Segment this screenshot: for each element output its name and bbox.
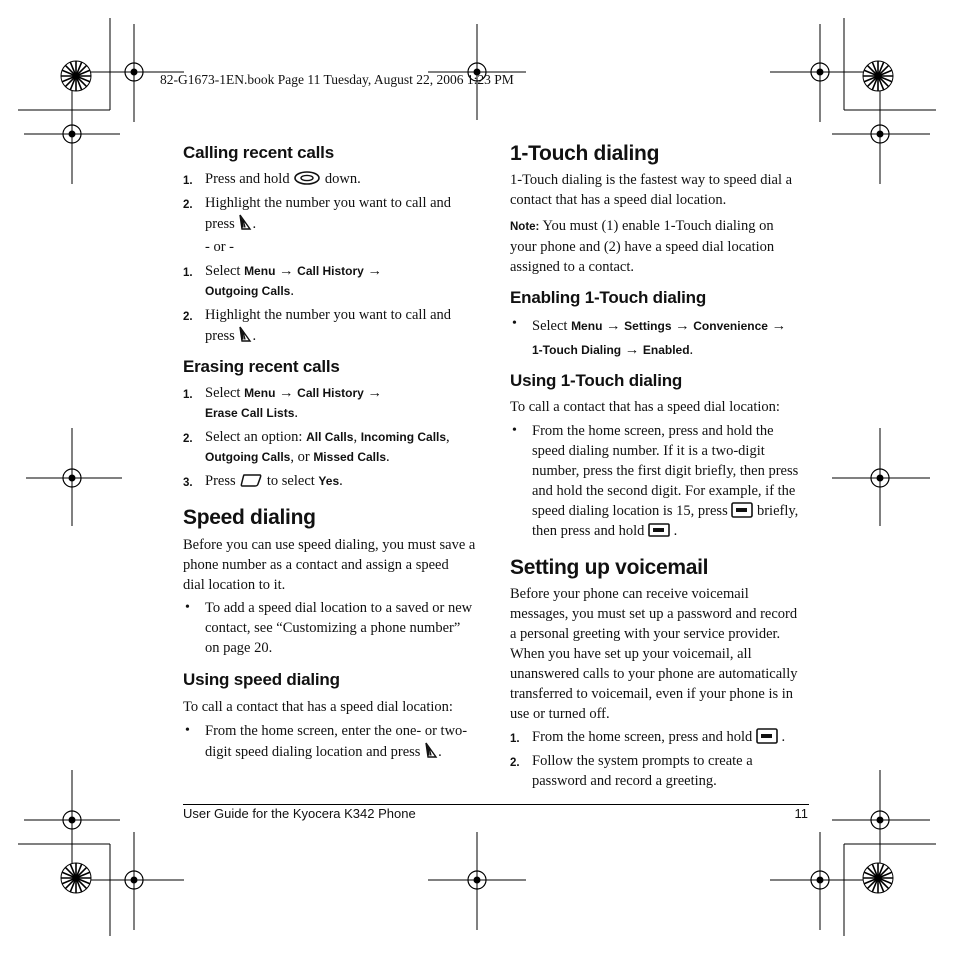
list-item [183, 261, 483, 301]
bullet-line: number, press the first digit briefly, then press [532, 463, 799, 479]
list-item [183, 427, 483, 467]
menu-keyword: Enabled [642, 343, 690, 357]
footer-title: User Guide for the Kyocera K342 Phone [183, 806, 416, 821]
arrow: → [279, 385, 294, 401]
punctuation: , [353, 429, 358, 445]
bullet-line: speed dialing number. If it is a two-digit [532, 443, 765, 459]
bullet: • [185, 600, 190, 615]
send-key-icon [238, 213, 252, 231]
punctuation: . [673, 523, 678, 539]
menu-keyword: Convenience [693, 319, 768, 333]
menu-keyword: Call History [297, 386, 364, 400]
menu-keyword: Yes [318, 474, 340, 488]
paragraph [183, 535, 483, 595]
step-number: 3. [183, 477, 193, 489]
bullet: • [512, 316, 517, 331]
arrow: → [367, 385, 382, 401]
punctuation: . [438, 744, 442, 760]
list-item [183, 721, 483, 762]
step-text: press [205, 216, 235, 232]
key-1-icon [731, 502, 753, 518]
bullet-line: digit speed dialing location and press [205, 744, 421, 760]
arrow: → [771, 318, 787, 334]
or-separator: - or - [205, 239, 234, 255]
paragraph [510, 170, 810, 210]
list-item [183, 169, 483, 189]
menu-keyword: Outgoing Calls [205, 284, 291, 298]
list-item [183, 383, 483, 423]
punctuation: . [294, 405, 299, 421]
paragraph-line: Before you can use speed dialing, you must save a [183, 537, 476, 553]
bullet: • [185, 723, 190, 738]
menu-keyword: 1-Touch Dialing [532, 343, 622, 357]
menu-keyword: Menu [244, 264, 276, 278]
punctuation: . [781, 729, 786, 745]
send-key-icon [424, 741, 438, 759]
paragraph-line: dial location to it. [183, 577, 286, 593]
arrow: → [279, 263, 294, 279]
list-item [183, 598, 483, 658]
list-item [183, 471, 483, 491]
bullet-line: and hold the second digit. For example, if the [532, 483, 796, 499]
paragraph [510, 584, 810, 724]
note-line: your phone and (2) have a speed dial location [510, 239, 775, 255]
step-number: 2. [183, 311, 193, 323]
key-1-icon [756, 728, 778, 744]
step-text: Select [205, 263, 241, 279]
paragraph-line: Before your phone can receive voicemail [510, 586, 749, 602]
bullet-line: on page 20. [205, 640, 273, 656]
step-text: down. [324, 171, 361, 187]
bullet-line: To add a speed dial location to a saved or new [205, 600, 473, 616]
section-title-speed-dialing: Speed dialing [183, 506, 316, 529]
paragraph-line: contact that has a speed dial location. [510, 192, 727, 208]
step-text: password and record a greeting. [532, 773, 717, 789]
list-item [510, 314, 810, 362]
menu-keyword: Missed Calls [313, 450, 387, 464]
step-number: 1. [183, 267, 193, 279]
menu-keyword: Call History [297, 264, 364, 278]
bullet-line: speed dialing location is 15, press [532, 503, 728, 519]
menu-keyword: All Calls [306, 430, 354, 444]
punctuation: . [689, 342, 694, 358]
menu-keyword: Incoming Calls [360, 430, 447, 444]
step-number: 1. [183, 389, 193, 401]
key-5-icon [648, 522, 670, 538]
paragraph: To call a contact that has a speed dial location: [183, 699, 453, 715]
list-item [183, 193, 483, 234]
note [510, 216, 810, 277]
paragraph-line: messages, you must set up a password and record [510, 606, 798, 622]
paragraph-line: transferred to voicemail, even if your phone is in [510, 686, 794, 702]
section-title-1-touch: 1-Touch dialing [510, 142, 660, 165]
bullet: • [512, 423, 517, 438]
step-text: to select [266, 473, 315, 489]
step-text: , or [290, 449, 310, 465]
list-item [183, 305, 483, 346]
paragraph-line: a personal greeting with your service provider. [510, 626, 781, 642]
paragraph-line: use or turned off. [510, 706, 610, 722]
note-line: assigned to a contact. [510, 259, 635, 275]
punctuation: . [339, 473, 343, 489]
section-title-erasing-recent: Erasing recent calls [183, 357, 340, 376]
select-key-icon [239, 472, 263, 488]
paragraph-line: When you have set up your voicemail, all [510, 646, 752, 662]
punctuation: , [446, 429, 450, 445]
section-title-voicemail: Setting up voicemail [510, 556, 709, 579]
punctuation: . [252, 328, 257, 344]
bullet-line: contact, see “Customizing a phone number” [205, 620, 461, 636]
list-item [510, 421, 810, 541]
paragraph-line: unanswered calls to your phone are automatically [510, 666, 798, 682]
step-text: Press and hold [205, 171, 290, 187]
section-title-using-touch: Using 1-Touch dialing [510, 371, 683, 390]
list-item [510, 751, 810, 791]
arrow: → [675, 318, 690, 334]
step-text: Highlight the number you want to call and [205, 195, 452, 211]
section-title-enabling: Enabling 1-Touch dialing [510, 288, 707, 307]
bullet-line: From the home screen, enter the one- or two- [205, 723, 468, 739]
send-key-icon [238, 325, 252, 343]
bullet-line: then press and hold [532, 523, 645, 539]
print-slug: 82-G1673-1EN.book Page 11 Tuesday, August 22, 2006 1:23 PM [160, 72, 514, 87]
step-number: 1. [510, 733, 520, 745]
section-title-calling-recent: Calling recent calls [183, 143, 334, 162]
punctuation: . [290, 283, 294, 299]
bullet-line: briefly, [756, 503, 799, 519]
footer-rule [183, 804, 809, 805]
step-text: Select [532, 318, 568, 334]
arrow: → [606, 318, 621, 334]
paragraph-line: 1-Touch dialing is the fastest way to speed dial a [510, 172, 793, 188]
step-text: From the home screen, press and hold [532, 729, 753, 745]
menu-keyword: Menu [244, 386, 276, 400]
step-text: Highlight the number you want to call and [205, 307, 452, 323]
note-line: You must (1) enable 1-Touch dialing on [542, 218, 774, 234]
step-text: Follow the system prompts to create a [532, 753, 753, 769]
arrow: → [624, 342, 640, 358]
step-text: Select [205, 385, 241, 401]
punctuation: . [386, 449, 390, 465]
nav-key-icon [293, 170, 321, 186]
punctuation: . [252, 216, 257, 232]
menu-keyword: Outgoing Calls [205, 450, 291, 464]
list-item [510, 727, 810, 747]
step-text: Press [205, 473, 236, 489]
step-number: 1. [183, 175, 193, 187]
menu-keyword: Erase Call Lists [205, 406, 295, 420]
paragraph-line: phone number as a contact and assign a speed [183, 557, 449, 573]
step-text: Select an option: [205, 429, 303, 445]
section-title-using-speed: Using speed dialing [183, 670, 340, 689]
page-number: 11 [794, 806, 808, 821]
step-number: 2. [510, 757, 520, 769]
menu-keyword: Settings [624, 319, 672, 333]
note-label: Note: [510, 221, 540, 233]
menu-keyword: Menu [571, 319, 603, 333]
step-text: press [205, 328, 235, 344]
step-number: 2. [183, 199, 193, 211]
paragraph: To call a contact that has a speed dial location: [510, 399, 780, 415]
arrow: → [367, 263, 382, 279]
step-number: 2. [183, 433, 193, 445]
bullet-line: From the home screen, press and hold the [532, 423, 774, 439]
